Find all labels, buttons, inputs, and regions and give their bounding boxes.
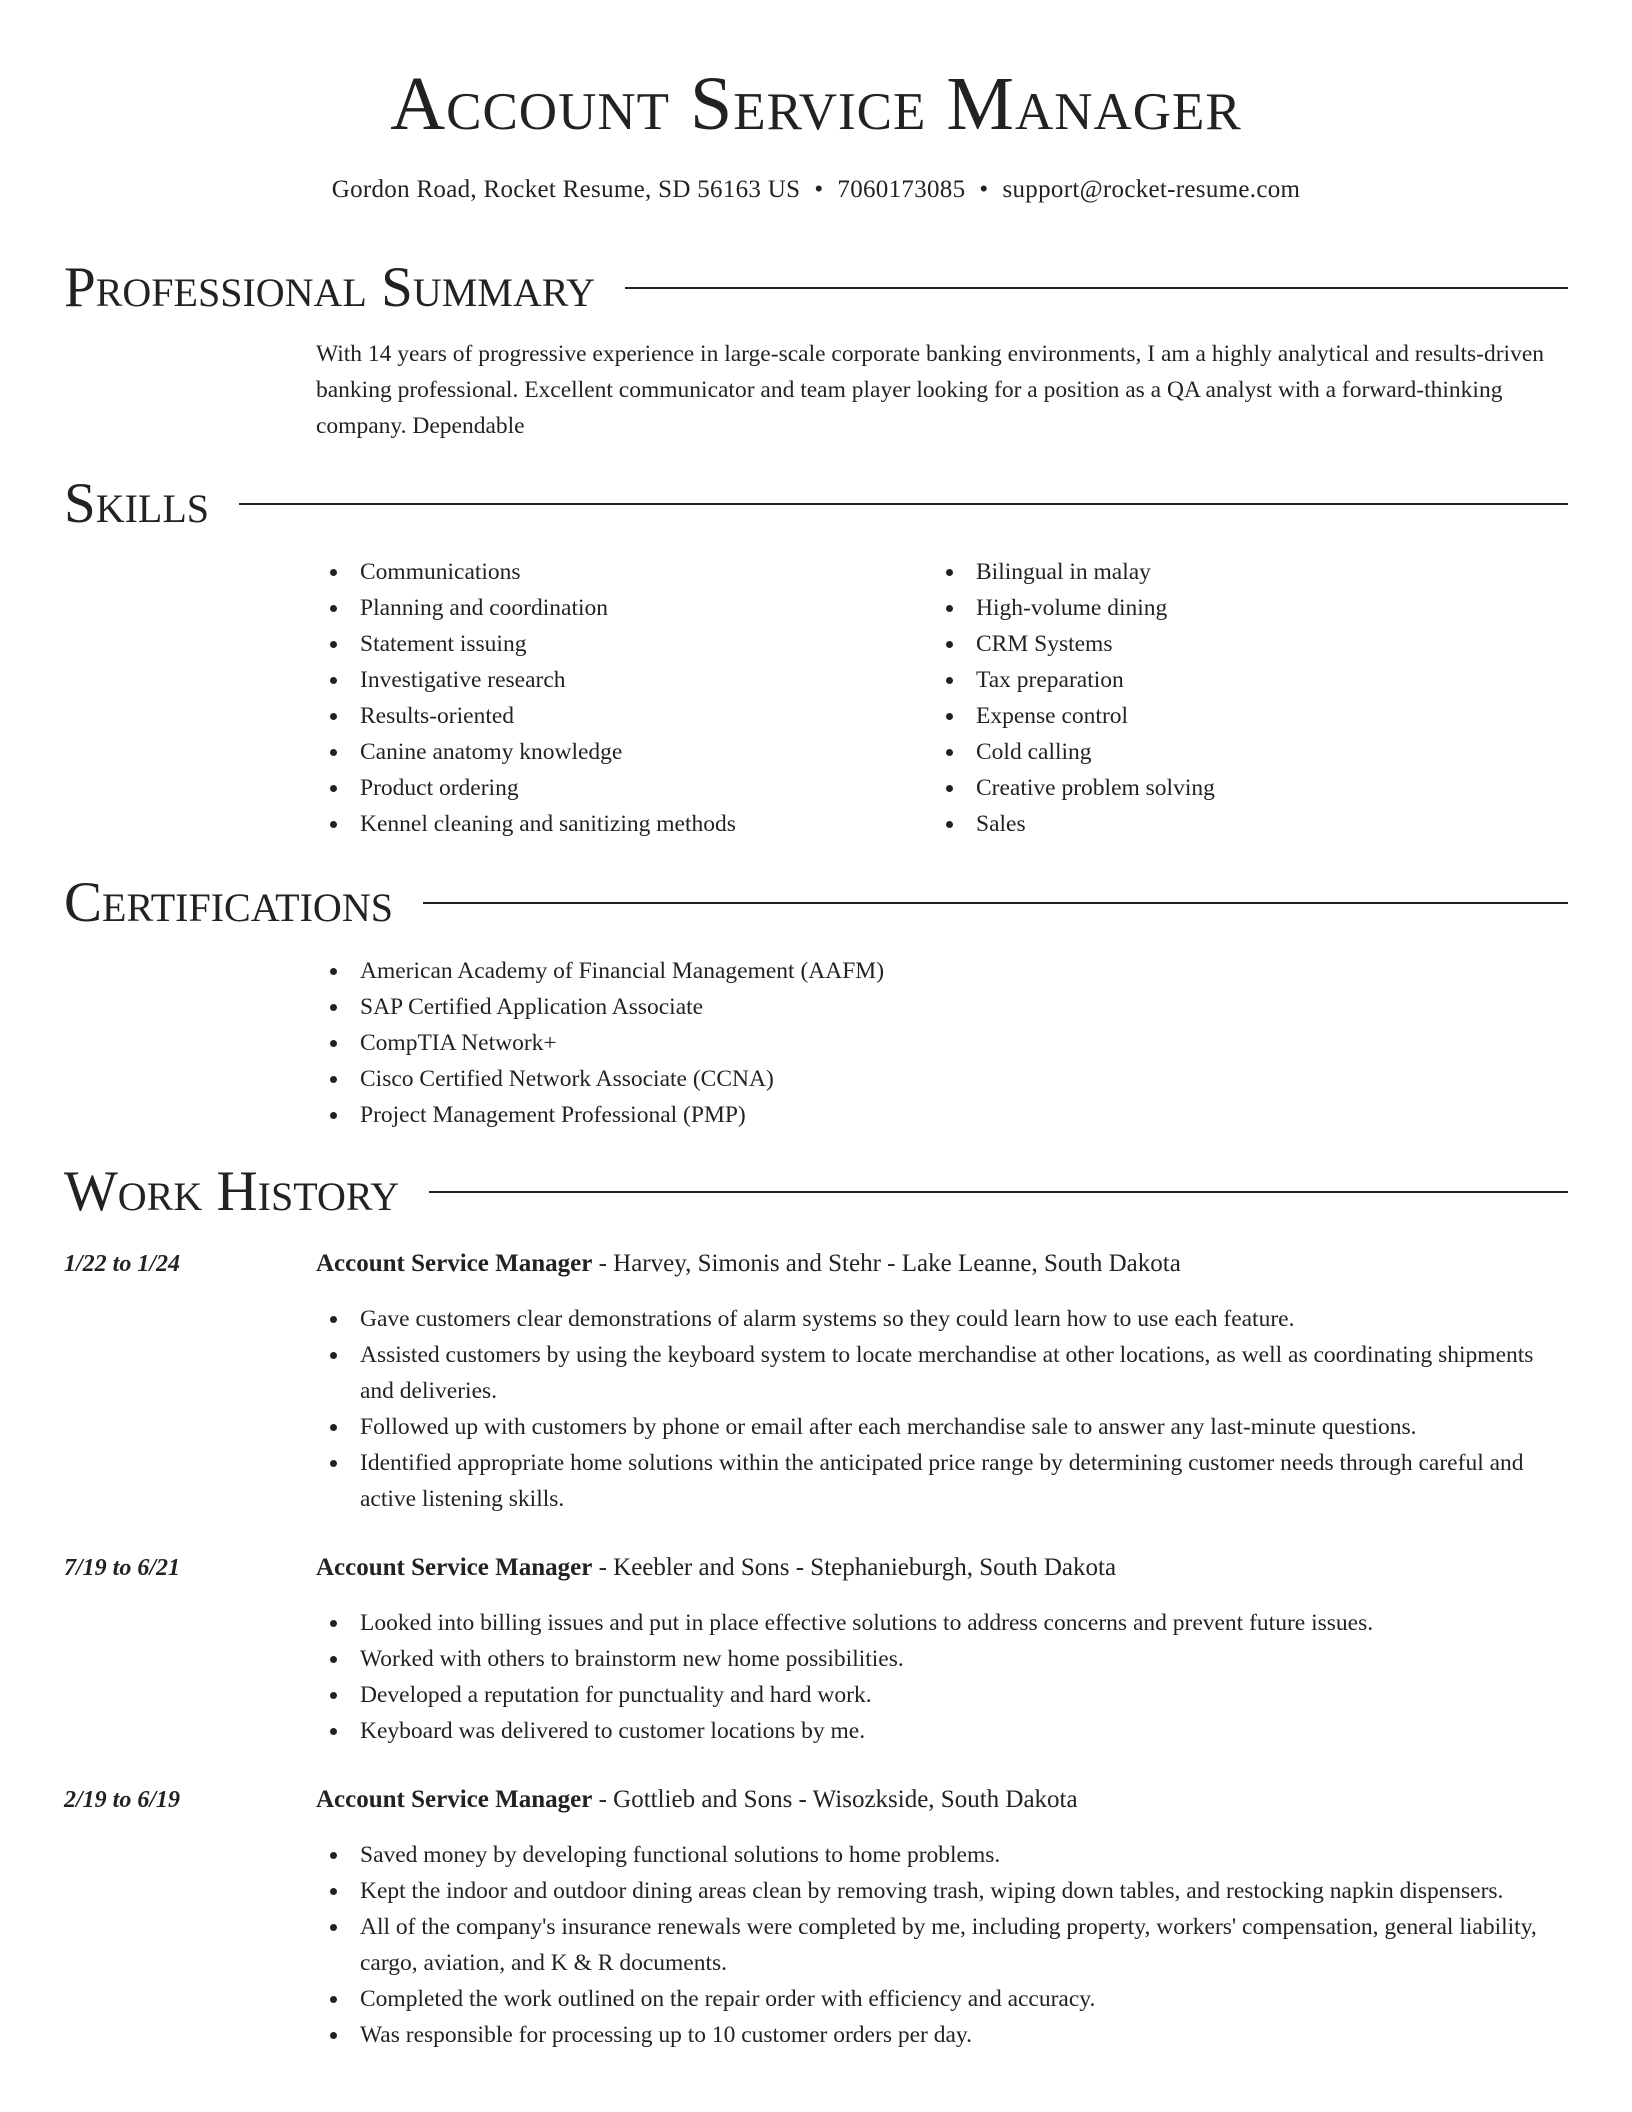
skill-item: Planning and coordination xyxy=(316,590,916,626)
job-title-line xyxy=(316,1246,1570,1282)
skill-item: Results-oriented xyxy=(316,698,916,734)
contact-address: Gordon Road, Rocket Resume, SD 56163 US xyxy=(331,176,801,203)
section-certifications-title: Certifications xyxy=(64,871,393,934)
job-duty-item: Keyboard was delivered to customer locations by me. xyxy=(316,1713,1570,1749)
contact-separator: • xyxy=(814,176,824,203)
skill-item: Sales xyxy=(932,806,1532,842)
section-summary-title: Professional Summary xyxy=(64,256,596,319)
job-duty-item: Developed a reputation for punctuality and hard work. xyxy=(316,1677,1570,1713)
section-skills-header xyxy=(64,469,1568,539)
job-duty-item: Saved money by developing functional solutions to home problems. xyxy=(316,1837,1570,1873)
job-duty-item: Kept the indoor and outdoor dining areas clean by removing trash, wiping down tables, and restocking napkin dispensers. xyxy=(316,1873,1570,1909)
skills-column-left xyxy=(316,554,916,842)
skill-list xyxy=(316,554,916,842)
certifications-list xyxy=(316,953,1570,1133)
job-employer: - Gottlieb and Sons - Wisozkside, South Dakota xyxy=(592,1786,1078,1813)
certification-item: SAP Certified Application Associate xyxy=(316,989,1570,1025)
skill-item: Creative problem solving xyxy=(932,770,1532,806)
contact-line xyxy=(0,172,1632,208)
skill-item: Communications xyxy=(316,554,916,590)
skill-item: Kennel cleaning and sanitizing methods xyxy=(316,806,916,842)
job-duty-item: Worked with others to brainstorm new home possibilities. xyxy=(316,1641,1570,1677)
skill-item: Product ordering xyxy=(316,770,916,806)
summary-text: With 14 years of progressive experience in large-scale corporate banking environments, I am a highly analytical and results-driven banking professional. Excellent communicator and team player looking for a position as a QA analyst with a forward-thinking company. Dependable xyxy=(316,341,1545,439)
job-duty-item: All of the company's insurance renewals were completed by me, including property, workers' compensation, general liability, cargo, aviation, and K & R documents. xyxy=(316,1909,1570,1981)
skill-item: Cold calling xyxy=(932,734,1532,770)
job-duties xyxy=(316,1837,1570,2053)
certification-item: CompTIA Network+ xyxy=(316,1025,1570,1061)
job-role: Account Service Manager xyxy=(316,1250,593,1277)
skill-item: Bilingual in malay xyxy=(932,554,1532,590)
job-duty-item: Gave customers clear demonstrations of alarm systems so they could learn how to use each feature. xyxy=(316,1301,1570,1337)
certification-item: American Academy of Financial Management (AAFM) xyxy=(316,953,1570,989)
section-summary-header xyxy=(64,253,1568,323)
section-divider xyxy=(429,1191,1568,1193)
section-work-history-title: Work History xyxy=(64,1160,400,1223)
skill-item: High-volume dining xyxy=(932,590,1532,626)
job-duty-item: Was responsible for processing up to 10 customer orders per day. xyxy=(316,2017,1570,2053)
job-duty-list xyxy=(316,1605,1570,1749)
job-employer: - Keebler and Sons - Stephanieburgh, South Dakota xyxy=(592,1554,1117,1581)
section-work-history-header xyxy=(64,1157,1568,1227)
contact-separator: • xyxy=(979,176,989,203)
job-role: Account Service Manager xyxy=(316,1554,593,1581)
section-skills-title: Skills xyxy=(64,472,210,535)
skill-item: Investigative research xyxy=(316,662,916,698)
skill-item: Canine anatomy knowledge xyxy=(316,734,916,770)
job-dates: 7/19 to 6/21 xyxy=(64,1555,181,1581)
skill-item: CRM Systems xyxy=(932,626,1532,662)
skills-column-right xyxy=(932,554,1532,842)
job-duties xyxy=(316,1605,1570,1749)
job-title-line xyxy=(316,1782,1570,1818)
certification-item: Cisco Certified Network Associate (CCNA) xyxy=(316,1061,1570,1097)
job-duties xyxy=(316,1301,1570,1517)
certification-item: Project Management Professional (PMP) xyxy=(316,1097,1570,1133)
job-role: Account Service Manager xyxy=(316,1786,593,1813)
contact-email[interactable]: support@rocket-resume.com xyxy=(1002,176,1301,203)
skill-item: Statement issuing xyxy=(316,626,916,662)
section-certifications-header xyxy=(64,868,1568,938)
section-divider xyxy=(625,287,1568,289)
job-duty-list xyxy=(316,1837,1570,2053)
skill-list xyxy=(932,554,1532,842)
job-duty-item: Assisted customers by using the keyboard system to locate merchandise at other locations, as well as coordinating shipments and deliveries. xyxy=(316,1337,1570,1409)
job-title-line xyxy=(316,1550,1570,1586)
job-employer: - Harvey, Simonis and Stehr - Lake Leanne, South Dakota xyxy=(592,1250,1181,1277)
certification-list xyxy=(316,953,1570,1133)
job-duty-item: Completed the work outlined on the repair order with efficiency and accuracy. xyxy=(316,1981,1570,2017)
job-dates: 1/22 to 1/24 xyxy=(64,1251,181,1277)
skill-item: Tax preparation xyxy=(932,662,1532,698)
section-divider xyxy=(239,503,1568,505)
candidate-name: Account Service Manager xyxy=(390,62,1242,146)
skill-item: Expense control xyxy=(932,698,1532,734)
job-duty-item: Looked into billing issues and put in place effective solutions to address concerns and prevent future issues. xyxy=(316,1605,1570,1641)
job-duty-item: Identified appropriate home solutions within the anticipated price range by determining customer needs through careful and active listening skills. xyxy=(316,1445,1570,1517)
job-duty-list xyxy=(316,1301,1570,1517)
job-duty-item: Followed up with customers by phone or email after each merchandise sale to answer any last-minute questions. xyxy=(316,1409,1570,1445)
job-dates: 2/19 to 6/19 xyxy=(64,1787,181,1813)
contact-phone: 7060173085 xyxy=(837,176,966,203)
section-divider xyxy=(423,902,1568,904)
